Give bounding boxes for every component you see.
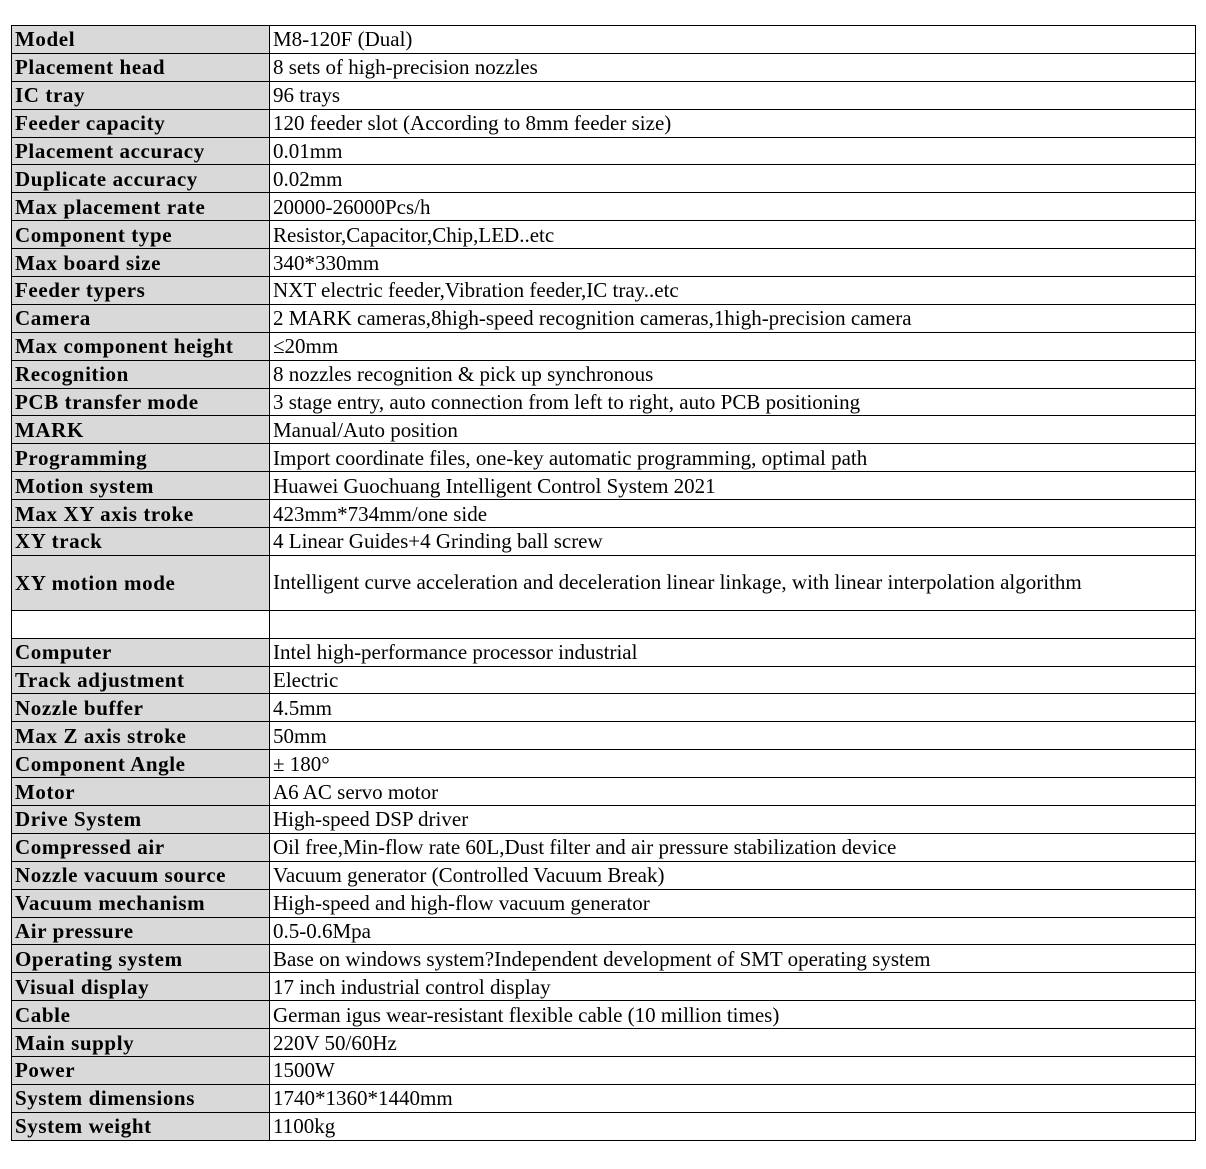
spec-value: 0.01mm — [270, 137, 1196, 165]
table-row — [12, 53, 1196, 81]
spec-label: Programming — [12, 444, 270, 472]
spec-value: Resistor,Capacitor,Chip,LED..etc — [270, 221, 1196, 249]
table-row — [12, 555, 1196, 610]
spec-value: 4.5mm — [270, 694, 1196, 722]
spec-value: 50mm — [270, 722, 1196, 750]
table-row — [12, 528, 1196, 556]
table-row — [12, 694, 1196, 722]
spec-label: MARK — [12, 416, 270, 444]
table-row — [12, 193, 1196, 221]
spec-label: Main supply — [12, 1029, 270, 1057]
spec-value: 220V 50/60Hz — [270, 1029, 1196, 1057]
table-row — [12, 388, 1196, 416]
spec-value: Electric — [270, 666, 1196, 694]
table-row — [12, 917, 1196, 945]
table-row — [12, 26, 1196, 54]
spec-value: A6 AC servo motor — [270, 778, 1196, 806]
spec-value: High-speed DSP driver — [270, 805, 1196, 833]
table-row — [12, 945, 1196, 973]
spec-label: XY motion mode — [12, 555, 270, 610]
table-row — [12, 444, 1196, 472]
spec-label: System dimensions — [12, 1084, 270, 1112]
spec-label: Component type — [12, 221, 270, 249]
spec-value: Intelligent curve acceleration and deceleration linear linkage, with linear interpolation algorithm — [270, 555, 1196, 610]
spec-value — [270, 610, 1196, 638]
table-row-empty — [12, 610, 1196, 638]
spec-value: ± 180° — [270, 750, 1196, 778]
table-row — [12, 666, 1196, 694]
spec-label: Operating system — [12, 945, 270, 973]
spec-value: Oil free,Min-flow rate 60L,Dust filter and air pressure stabilization device — [270, 833, 1196, 861]
spec-label: Compressed air — [12, 833, 270, 861]
table-row — [12, 416, 1196, 444]
spec-label: Duplicate accuracy — [12, 165, 270, 193]
table-row — [12, 277, 1196, 305]
spec-value: High-speed and high-flow vacuum generator — [270, 889, 1196, 917]
spec-value: 1740*1360*1440mm — [270, 1084, 1196, 1112]
table-row — [12, 973, 1196, 1001]
spec-label: Max Z axis stroke — [12, 722, 270, 750]
spec-label: Vacuum mechanism — [12, 889, 270, 917]
table-row — [12, 778, 1196, 806]
table-row — [12, 1112, 1196, 1140]
spec-label: Recognition — [12, 360, 270, 388]
table-row — [12, 221, 1196, 249]
table-row — [12, 833, 1196, 861]
table-row — [12, 750, 1196, 778]
table-row — [12, 109, 1196, 137]
spec-value: 20000-26000Pcs/h — [270, 193, 1196, 221]
spec-value: 0.5-0.6Mpa — [270, 917, 1196, 945]
spec-label: Track adjustment — [12, 666, 270, 694]
spec-value: 340*330mm — [270, 249, 1196, 277]
spec-value: German igus wear-resistant flexible cable (10 million times) — [270, 1001, 1196, 1029]
spec-label: Feeder capacity — [12, 109, 270, 137]
spec-value: Huawei Guochuang Intelligent Control System 2021 — [270, 472, 1196, 500]
spec-label: Placement accuracy — [12, 137, 270, 165]
spec-value: M8-120F (Dual) — [270, 26, 1196, 54]
spec-value: Base on windows system?Independent development of SMT operating system — [270, 945, 1196, 973]
spec-label: Nozzle buffer — [12, 694, 270, 722]
spec-label: Feeder typers — [12, 277, 270, 305]
spec-label: Max XY axis troke — [12, 500, 270, 528]
table-row — [12, 332, 1196, 360]
spec-table — [11, 25, 1196, 1141]
spec-value: 120 feeder slot (According to 8mm feeder size) — [270, 109, 1196, 137]
spec-label: System weight — [12, 1112, 270, 1140]
table-row — [12, 137, 1196, 165]
spec-label: Motion system — [12, 472, 270, 500]
spec-label: XY track — [12, 528, 270, 556]
spec-value: Vacuum generator (Controlled Vacuum Break) — [270, 861, 1196, 889]
spec-label: Camera — [12, 304, 270, 332]
table-row — [12, 1029, 1196, 1057]
spec-value: Manual/Auto position — [270, 416, 1196, 444]
table-row — [12, 889, 1196, 917]
spec-label — [12, 610, 270, 638]
table-row — [12, 500, 1196, 528]
spec-label: Cable — [12, 1001, 270, 1029]
table-row — [12, 165, 1196, 193]
spec-value: 8 nozzles recognition & pick up synchronous — [270, 360, 1196, 388]
spec-label: Drive System — [12, 805, 270, 833]
spec-value: 2 MARK cameras,8high-speed recognition cameras,1high-precision camera — [270, 304, 1196, 332]
spec-label: Computer — [12, 638, 270, 666]
spec-label: IC tray — [12, 81, 270, 109]
table-row — [12, 472, 1196, 500]
spec-label: Component Angle — [12, 750, 270, 778]
spec-label: Visual display — [12, 973, 270, 1001]
spec-label: PCB transfer mode — [12, 388, 270, 416]
spec-label: Max component height — [12, 332, 270, 360]
table-row — [12, 249, 1196, 277]
table-row — [12, 1056, 1196, 1084]
spec-table-body — [12, 26, 1196, 1141]
spec-value: Intel high-performance processor industrial — [270, 638, 1196, 666]
table-row — [12, 722, 1196, 750]
table-row — [12, 360, 1196, 388]
spec-value: 96 trays — [270, 81, 1196, 109]
spec-label: Power — [12, 1056, 270, 1084]
spec-value: ≤20mm — [270, 332, 1196, 360]
spec-label: Max placement rate — [12, 193, 270, 221]
spec-value: 17 inch industrial control display — [270, 973, 1196, 1001]
spec-label: Placement head — [12, 53, 270, 81]
spec-value: Import coordinate files, one-key automatic programming, optimal path — [270, 444, 1196, 472]
spec-value: 1500W — [270, 1056, 1196, 1084]
table-row — [12, 861, 1196, 889]
spec-label: Air pressure — [12, 917, 270, 945]
spec-label: Motor — [12, 778, 270, 806]
table-row — [12, 81, 1196, 109]
spec-label: Max board size — [12, 249, 270, 277]
table-row — [12, 638, 1196, 666]
spec-value: NXT electric feeder,Vibration feeder,IC tray..etc — [270, 277, 1196, 305]
spec-value: 423mm*734mm/one side — [270, 500, 1196, 528]
table-row — [12, 304, 1196, 332]
table-row — [12, 1084, 1196, 1112]
spec-value: 1100kg — [270, 1112, 1196, 1140]
spec-value: 0.02mm — [270, 165, 1196, 193]
spec-label: Model — [12, 26, 270, 54]
table-row — [12, 805, 1196, 833]
table-row — [12, 1001, 1196, 1029]
spec-label: Nozzle vacuum source — [12, 861, 270, 889]
spec-value: 3 stage entry, auto connection from left to right, auto PCB positioning — [270, 388, 1196, 416]
spec-value: 4 Linear Guides+4 Grinding ball screw — [270, 528, 1196, 556]
spec-value: 8 sets of high-precision nozzles — [270, 53, 1196, 81]
